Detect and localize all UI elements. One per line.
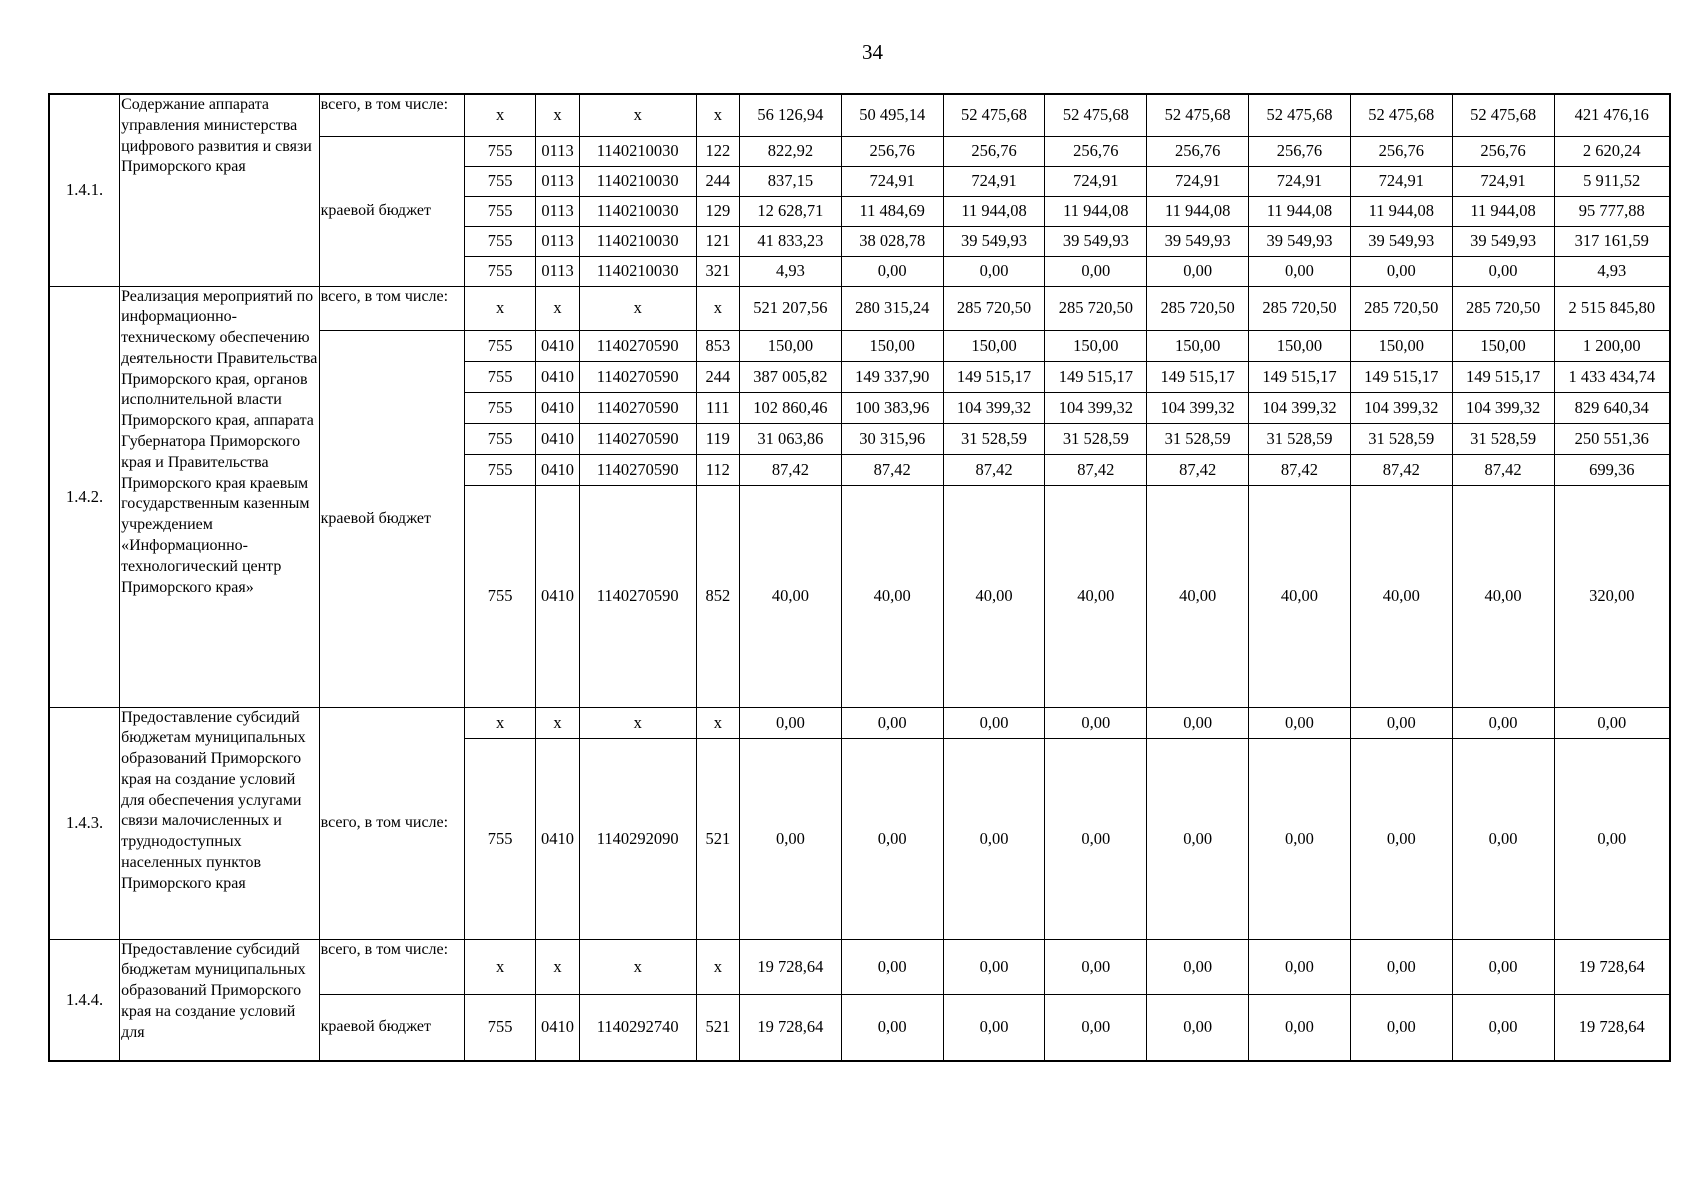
amount-cell: 724,91 (841, 166, 943, 196)
amount-cell: 104 399,32 (1452, 392, 1554, 423)
amount-cell: 104 399,32 (1045, 392, 1147, 423)
budget-table (48, 93, 1671, 1062)
item-name: Предоставление субсидий бюджетам муниципальных образований Приморского края на создание условий для обеспечения услугами связи малочисленных и труднодоступных населенных пунктов Приморского края (120, 707, 320, 939)
budget-code: 852 (696, 485, 739, 707)
budget-code: x (464, 286, 536, 330)
amount-cell: 11 944,08 (1249, 196, 1351, 226)
amount-cell: 104 399,32 (1147, 392, 1249, 423)
amount-cell: 2 620,24 (1554, 136, 1670, 166)
budget-code: 111 (696, 392, 739, 423)
amount-cell: 250 551,36 (1554, 423, 1670, 454)
amount-cell: 256,76 (1350, 136, 1452, 166)
amount-cell: 0,00 (943, 707, 1045, 738)
amount-cell: 0,00 (1147, 256, 1249, 286)
budget-code: 1140270590 (579, 485, 696, 707)
amount-cell: 104 399,32 (1350, 392, 1452, 423)
amount-cell: 11 484,69 (841, 196, 943, 226)
amount-cell: 39 549,93 (1350, 226, 1452, 256)
budget-code: 1140210030 (579, 226, 696, 256)
amount-cell: 52 475,68 (1452, 94, 1554, 136)
budget-code: x (536, 94, 579, 136)
budget-code: 0410 (536, 738, 579, 939)
budget-code: 853 (696, 330, 739, 361)
amount-cell: 39 549,93 (1045, 226, 1147, 256)
amount-cell: 31 063,86 (740, 423, 842, 454)
item-number: 1.4.2. (49, 286, 120, 707)
amount-cell: 40,00 (841, 485, 943, 707)
item-name: Реализация мероприятий по информационно-техническому обеспечению деятельности Правительства Приморского края, органов исполнительной власти Приморского края, аппарата Губернатора Приморского края и Правительства Приморского края краевым государственным казенным учреждением «Информационно-технологический центр Приморского края» (120, 286, 320, 707)
amount-cell: 0,00 (1350, 939, 1452, 994)
budget-code: 1140270590 (579, 392, 696, 423)
amount-cell: 40,00 (1147, 485, 1249, 707)
budget-code: 0410 (536, 330, 579, 361)
amount-cell: 0,00 (1249, 707, 1351, 738)
amount-cell: 11 944,08 (1452, 196, 1554, 226)
amount-cell: 285 720,50 (943, 286, 1045, 330)
amount-cell: 39 549,93 (1452, 226, 1554, 256)
table-row (49, 94, 1670, 136)
amount-cell: 0,00 (1045, 256, 1147, 286)
amount-cell: 150,00 (943, 330, 1045, 361)
budget-code: 1140292740 (579, 994, 696, 1061)
amount-cell: 11 944,08 (1350, 196, 1452, 226)
budget-code: x (579, 707, 696, 738)
item-number: 1.4.4. (49, 939, 120, 1061)
amount-cell: 87,42 (1350, 454, 1452, 485)
amount-cell: 1 200,00 (1554, 330, 1670, 361)
amount-cell: 0,00 (1249, 738, 1351, 939)
amount-cell: 0,00 (841, 994, 943, 1061)
item-name: Содержание аппарата управления министерства цифрового развития и связи Приморского края (120, 94, 320, 286)
amount-cell: 724,91 (943, 166, 1045, 196)
budget-code: 244 (696, 361, 739, 392)
amount-cell: 87,42 (1249, 454, 1351, 485)
amount-cell: 699,36 (1554, 454, 1670, 485)
amount-cell: 724,91 (1045, 166, 1147, 196)
amount-cell: 256,76 (1147, 136, 1249, 166)
amount-cell: 0,00 (1350, 994, 1452, 1061)
amount-cell: 39 549,93 (1147, 226, 1249, 256)
amount-cell: 0,00 (1147, 939, 1249, 994)
amount-cell: 2 515 845,80 (1554, 286, 1670, 330)
amount-cell: 724,91 (1452, 166, 1554, 196)
amount-cell: 0,00 (841, 707, 943, 738)
budget-code: x (464, 939, 536, 994)
amount-cell: 0,00 (1045, 738, 1147, 939)
amount-cell: 0,00 (1249, 994, 1351, 1061)
budget-code: x (579, 286, 696, 330)
item-name: Предоставление субсидий бюджетам муниципальных образований Приморского края на создание условий для (120, 939, 320, 1061)
amount-cell: 0,00 (1249, 939, 1351, 994)
amount-cell: 285 720,50 (1147, 286, 1249, 330)
amount-cell: 11 944,08 (1147, 196, 1249, 226)
amount-cell: 40,00 (1045, 485, 1147, 707)
budget-code: 0113 (536, 226, 579, 256)
amount-cell: 0,00 (1554, 707, 1670, 738)
amount-cell: 256,76 (841, 136, 943, 166)
budget-code: 129 (696, 196, 739, 226)
amount-cell: 4,93 (740, 256, 842, 286)
budget-code: x (579, 94, 696, 136)
amount-cell: 102 860,46 (740, 392, 842, 423)
amount-cell: 0,00 (1350, 256, 1452, 286)
amount-cell: 256,76 (1452, 136, 1554, 166)
funding-source: краевой бюджет (319, 136, 464, 286)
amount-cell: 0,00 (1350, 738, 1452, 939)
amount-cell: 100 383,96 (841, 392, 943, 423)
amount-cell: 19 728,64 (1554, 939, 1670, 994)
budget-code: 755 (464, 256, 536, 286)
budget-code: 1140270590 (579, 454, 696, 485)
budget-code: 755 (464, 994, 536, 1061)
amount-cell: 52 475,68 (943, 94, 1045, 136)
budget-code: x (464, 94, 536, 136)
amount-cell: 52 475,68 (1249, 94, 1351, 136)
amount-cell: 0,00 (841, 939, 943, 994)
amount-cell: 149 515,17 (1452, 361, 1554, 392)
budget-code: 521 (696, 994, 739, 1061)
amount-cell: 724,91 (1350, 166, 1452, 196)
amount-cell: 280 315,24 (841, 286, 943, 330)
amount-cell: 0,00 (1350, 707, 1452, 738)
amount-cell: 31 528,59 (1045, 423, 1147, 454)
amount-cell: 40,00 (943, 485, 1045, 707)
amount-cell: 724,91 (1147, 166, 1249, 196)
amount-cell: 0,00 (1147, 738, 1249, 939)
amount-cell: 19 728,64 (1554, 994, 1670, 1061)
amount-cell: 87,42 (841, 454, 943, 485)
amount-cell: 421 476,16 (1554, 94, 1670, 136)
amount-cell: 149 515,17 (1249, 361, 1351, 392)
budget-code: 0113 (536, 136, 579, 166)
page-number: 34 (862, 40, 883, 64)
budget-code: 755 (464, 166, 536, 196)
amount-cell: 150,00 (1147, 330, 1249, 361)
amount-cell: 40,00 (740, 485, 842, 707)
amount-cell: 40,00 (1350, 485, 1452, 707)
amount-cell: 285 720,50 (1249, 286, 1351, 330)
item-number: 1.4.1. (49, 94, 120, 286)
amount-cell: 829 640,34 (1554, 392, 1670, 423)
budget-code: 121 (696, 226, 739, 256)
amount-cell: 0,00 (740, 738, 842, 939)
budget-code: 0410 (536, 361, 579, 392)
budget-code: 755 (464, 454, 536, 485)
funding-source: всего, в том числе: (319, 707, 464, 939)
amount-cell: 31 528,59 (1452, 423, 1554, 454)
budget-code: 755 (464, 196, 536, 226)
budget-code: x (536, 286, 579, 330)
amount-cell: 285 720,50 (1452, 286, 1554, 330)
budget-code: x (696, 939, 739, 994)
budget-code: 0113 (536, 256, 579, 286)
amount-cell: 0,00 (1452, 738, 1554, 939)
amount-cell: 19 728,64 (740, 939, 842, 994)
amount-cell: 0,00 (740, 707, 842, 738)
amount-cell: 87,42 (1147, 454, 1249, 485)
amount-cell: 4,93 (1554, 256, 1670, 286)
item-number: 1.4.3. (49, 707, 120, 939)
amount-cell: 40,00 (1249, 485, 1351, 707)
amount-cell: 87,42 (1045, 454, 1147, 485)
amount-cell: 521 207,56 (740, 286, 842, 330)
amount-cell: 0,00 (1045, 707, 1147, 738)
amount-cell: 41 833,23 (740, 226, 842, 256)
amount-cell: 149 515,17 (1045, 361, 1147, 392)
amount-cell: 150,00 (1045, 330, 1147, 361)
amount-cell: 0,00 (943, 738, 1045, 939)
funding-source: краевой бюджет (319, 994, 464, 1061)
budget-code: 755 (464, 330, 536, 361)
budget-code: 1140270590 (579, 330, 696, 361)
amount-cell: 387 005,82 (740, 361, 842, 392)
budget-code: 244 (696, 166, 739, 196)
budget-code: x (696, 286, 739, 330)
amount-cell: 0,00 (943, 994, 1045, 1061)
amount-cell: 149 515,17 (1350, 361, 1452, 392)
amount-cell: 256,76 (1249, 136, 1351, 166)
amount-cell: 256,76 (1045, 136, 1147, 166)
amount-cell: 31 528,59 (943, 423, 1045, 454)
amount-cell: 39 549,93 (943, 226, 1045, 256)
budget-code: 1140270590 (579, 361, 696, 392)
amount-cell: 0,00 (1452, 707, 1554, 738)
amount-cell: 5 911,52 (1554, 166, 1670, 196)
amount-cell: 11 944,08 (1045, 196, 1147, 226)
budget-code: 321 (696, 256, 739, 286)
amount-cell: 95 777,88 (1554, 196, 1670, 226)
amount-cell: 104 399,32 (1249, 392, 1351, 423)
amount-cell: 0,00 (1045, 939, 1147, 994)
budget-code: x (536, 707, 579, 738)
budget-code: 112 (696, 454, 739, 485)
budget-code: 0410 (536, 485, 579, 707)
amount-cell: 0,00 (1147, 707, 1249, 738)
amount-cell: 52 475,68 (1147, 94, 1249, 136)
funding-source: всего, в том числе: (319, 94, 464, 136)
amount-cell: 50 495,14 (841, 94, 943, 136)
budget-code: 0410 (536, 392, 579, 423)
amount-cell: 285 720,50 (1350, 286, 1452, 330)
budget-code: x (464, 707, 536, 738)
budget-code: 0410 (536, 454, 579, 485)
budget-code: 755 (464, 423, 536, 454)
budget-code: 0113 (536, 196, 579, 226)
amount-cell: 0,00 (841, 256, 943, 286)
amount-cell: 0,00 (1045, 994, 1147, 1061)
amount-cell: 87,42 (943, 454, 1045, 485)
amount-cell: 87,42 (1452, 454, 1554, 485)
budget-code: 755 (464, 392, 536, 423)
amount-cell: 31 528,59 (1249, 423, 1351, 454)
table-row (49, 939, 1670, 994)
amount-cell: 150,00 (841, 330, 943, 361)
amount-cell: 150,00 (1350, 330, 1452, 361)
amount-cell: 0,00 (943, 939, 1045, 994)
amount-cell: 0,00 (1249, 256, 1351, 286)
amount-cell: 150,00 (1249, 330, 1351, 361)
amount-cell: 149 515,17 (1147, 361, 1249, 392)
table-row (49, 286, 1670, 330)
amount-cell: 1 433 434,74 (1554, 361, 1670, 392)
budget-code: 122 (696, 136, 739, 166)
amount-cell: 0,00 (1147, 994, 1249, 1061)
amount-cell: 150,00 (1452, 330, 1554, 361)
amount-cell: 87,42 (740, 454, 842, 485)
amount-cell: 40,00 (1452, 485, 1554, 707)
amount-cell: 724,91 (1249, 166, 1351, 196)
amount-cell: 320,00 (1554, 485, 1670, 707)
budget-code: 119 (696, 423, 739, 454)
budget-code: x (536, 939, 579, 994)
budget-code: 755 (464, 136, 536, 166)
budget-code: 755 (464, 738, 536, 939)
amount-cell: 104 399,32 (943, 392, 1045, 423)
amount-cell: 149 515,17 (943, 361, 1045, 392)
amount-cell: 150,00 (740, 330, 842, 361)
table-row (49, 707, 1670, 738)
amount-cell: 317 161,59 (1554, 226, 1670, 256)
amount-cell: 52 475,68 (1045, 94, 1147, 136)
amount-cell: 31 528,59 (1147, 423, 1249, 454)
budget-code: 1140292090 (579, 738, 696, 939)
amount-cell: 39 549,93 (1249, 226, 1351, 256)
amount-cell: 0,00 (1452, 256, 1554, 286)
budget-code: 0113 (536, 166, 579, 196)
budget-code: x (579, 939, 696, 994)
amount-cell: 0,00 (841, 738, 943, 939)
amount-cell: 38 028,78 (841, 226, 943, 256)
amount-cell: 11 944,08 (943, 196, 1045, 226)
budget-code: 755 (464, 226, 536, 256)
amount-cell: 0,00 (1452, 939, 1554, 994)
funding-source: краевой бюджет (319, 330, 464, 707)
amount-cell: 822,92 (740, 136, 842, 166)
amount-cell: 285 720,50 (1045, 286, 1147, 330)
budget-code: 0410 (536, 423, 579, 454)
budget-code: 1140270590 (579, 423, 696, 454)
budget-code: x (696, 94, 739, 136)
budget-code: 755 (464, 485, 536, 707)
budget-code: 521 (696, 738, 739, 939)
amount-cell: 19 728,64 (740, 994, 842, 1061)
amount-cell: 0,00 (1452, 994, 1554, 1061)
budget-code: 0410 (536, 994, 579, 1061)
budget-code: 1140210030 (579, 166, 696, 196)
amount-cell: 256,76 (943, 136, 1045, 166)
amount-cell: 30 315,96 (841, 423, 943, 454)
budget-code: x (696, 707, 739, 738)
budget-code: 1140210030 (579, 196, 696, 226)
amount-cell: 0,00 (943, 256, 1045, 286)
budget-code: 755 (464, 361, 536, 392)
funding-source: всего, в том числе: (319, 286, 464, 330)
amount-cell: 56 126,94 (740, 94, 842, 136)
funding-source: всего, в том числе: (319, 939, 464, 994)
amount-cell: 12 628,71 (740, 196, 842, 226)
budget-code: 1140210030 (579, 256, 696, 286)
budget-code: 1140210030 (579, 136, 696, 166)
amount-cell: 0,00 (1554, 738, 1670, 939)
amount-cell: 52 475,68 (1350, 94, 1452, 136)
amount-cell: 837,15 (740, 166, 842, 196)
amount-cell: 31 528,59 (1350, 423, 1452, 454)
amount-cell: 149 337,90 (841, 361, 943, 392)
